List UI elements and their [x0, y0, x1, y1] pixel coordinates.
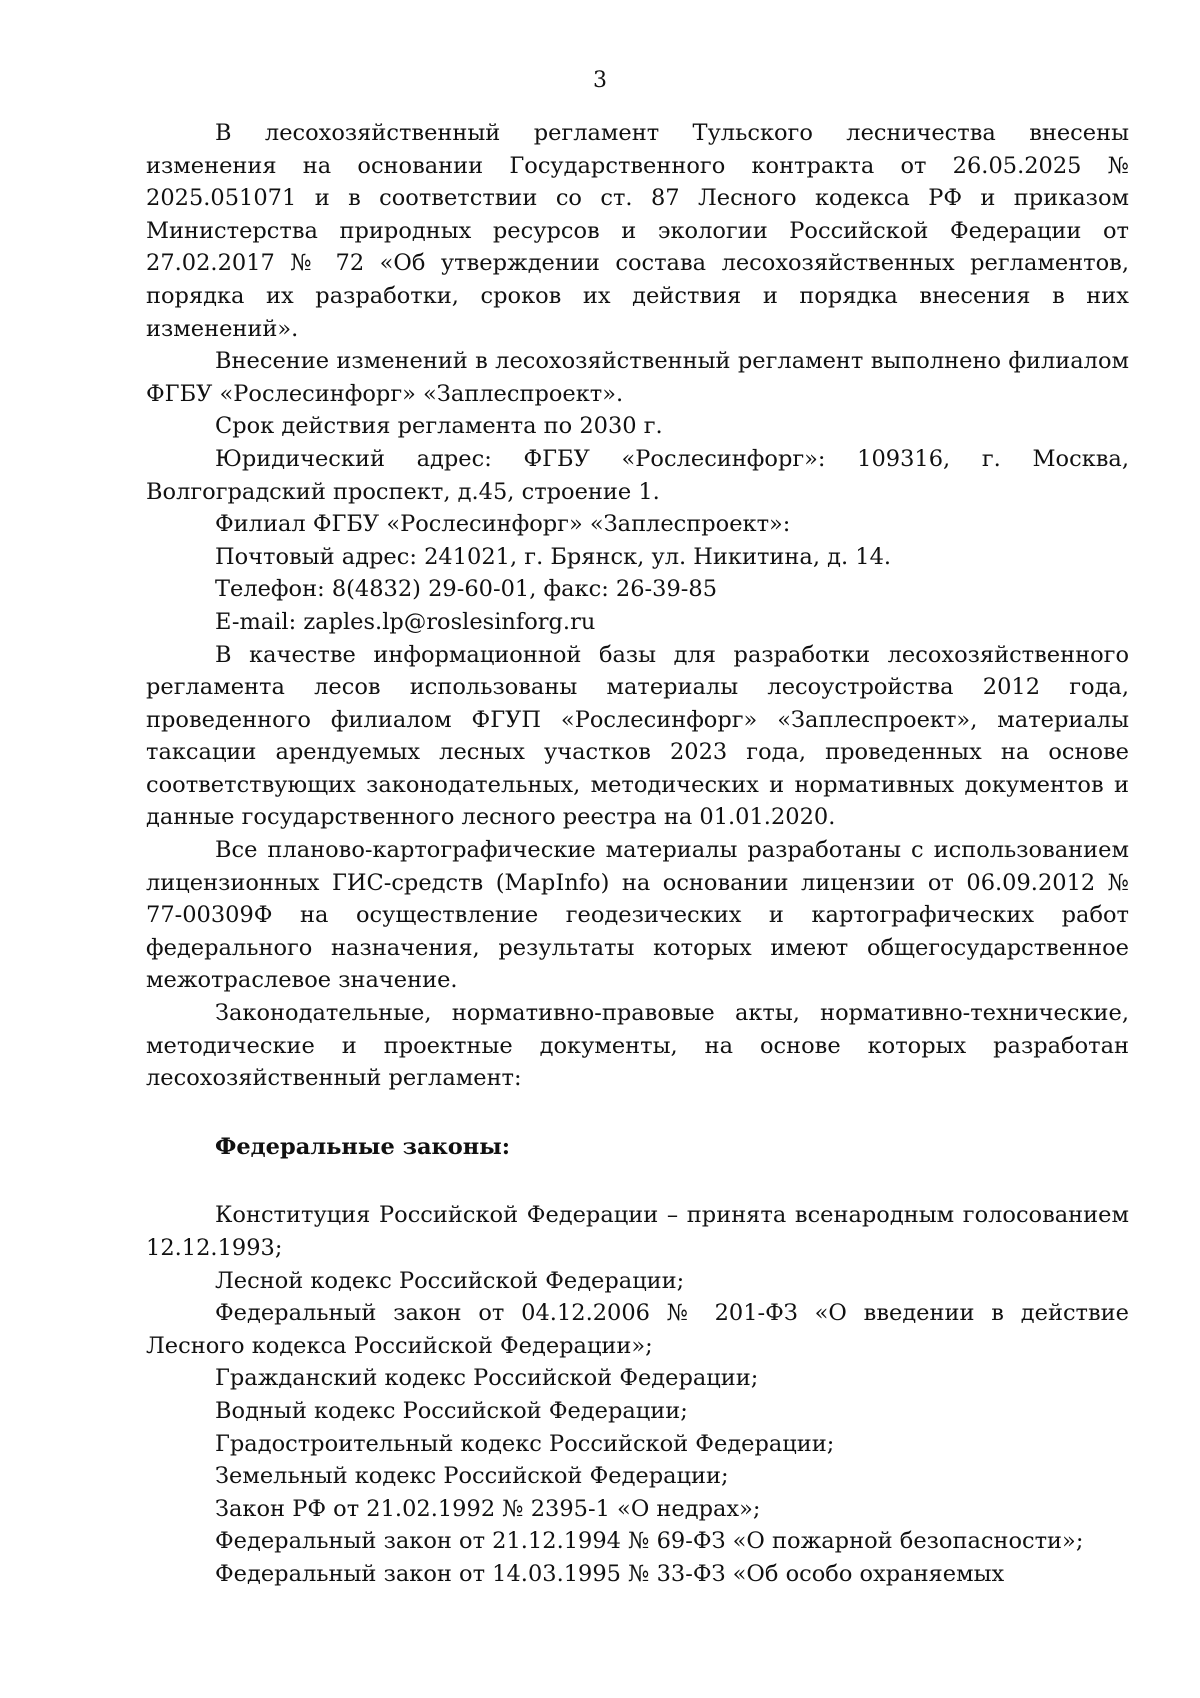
spacer	[146, 1095, 1129, 1131]
paragraph-branch-name: Филиал ФГБУ «Рослесинфорг» «Заплеспроект»:	[215, 511, 791, 538]
law-item: Федеральный закон от 14.03.1995 № 33-ФЗ «Об особо охраняемых	[215, 1560, 1005, 1587]
page-number: 3	[593, 68, 607, 93]
law-item: Федеральный закон от 21.12.1994 № 69-ФЗ «О пожарной безопасности»;	[215, 1528, 1084, 1555]
law-item: Лесной кодекс Российской Федерации;	[215, 1267, 685, 1294]
document-body	[146, 117, 1129, 1591]
paragraph-validity: Срок действия регламента по 2030 г.	[215, 413, 663, 440]
law-item: Земельный кодекс Российской Федерации;	[215, 1463, 729, 1490]
law-item: Федеральный закон от 04.12.2006 № 201-ФЗ «О введении в действие Лесного кодекса Российской Федерации»;	[146, 1300, 1129, 1359]
law-item: Водный кодекс Российской Федерации;	[215, 1397, 688, 1424]
section-heading-federal-laws: Федеральные законы:	[215, 1133, 511, 1160]
paragraph-amendment-basis: В лесохозяйственный регламент Тульского лесничества внесены изменения на основании Государственного контракта от 26.05.2025 № 2025.051071 и в соответствии со ст. 87 Лесного кодекса РФ и приказом Министерства природных ресурсов и экологии Российской Федерации от 27.02.2017 № 72 «Об утверждении состава лесохозяйственных регламентов, порядка их разработки, сроков их действия и порядка внесения в них изменений».	[146, 120, 1129, 342]
paragraph-phone: Телефон: 8(4832) 29-60-01, факс: 26-39-85	[215, 576, 718, 603]
law-item: Закон РФ от 21.02.1992 № 2395-1 «О недрах»;	[215, 1495, 761, 1522]
paragraph-cartographic-materials: Все планово-картографические материалы разработаны с использованием лицензионных ГИС-средств (MapInfo) на основании лицензии от 06.09.2012 № 77-00309Ф на осуществление геодезических и картографических работ федерального назначения, результаты которых имеют общегосударственное межотраслевое значение.	[146, 837, 1129, 994]
paragraph-information-base: В качестве информационной базы для разработки лесохозяйственного регламента лесов использованы материалы лесоустройства 2012 года, проведенного филиалом ФГУП «Рослесинфорг» «Заплеспроект», материалы таксации арендуемых лесных участков 2023 года, проведенных на основе соответствующих законодательных, методических и нормативных документов и данные государственного лесного реестра на 01.01.2020.	[146, 641, 1129, 831]
law-item: Гражданский кодекс Российской Федерации;	[215, 1365, 759, 1392]
law-item: Градостроительный кодекс Российской Федерации;	[215, 1430, 835, 1457]
paragraph-postal-address: Почтовый адрес: 241021, г. Брянск, ул. Никитина, д. 14.	[215, 543, 892, 570]
paragraph-email: E-mail: zaples.lp@roslesinforg.ru	[215, 608, 596, 635]
paragraph-legal-address: Юридический адрес: ФГБУ «Рослесинфорг»: 109316, г. Москва, Волгоградский проспект, д.45, строение 1.	[146, 445, 1129, 505]
paragraph-executor: Внесение изменений в лесохозяйственный регламент выполнено филиалом ФГБУ «Рослесинфорг» «Заплеспроект».	[146, 348, 1129, 407]
paragraph-normative-documents: Законодательные, нормативно-правовые акты, нормативно-технические, методические и проектные документы, на основе которых разработан лесохозяйственный регламент:	[146, 1000, 1129, 1092]
spacer	[146, 1163, 1129, 1199]
law-item: Конституция Российской Федерации – принята всенародным голосованием 12.12.1993;	[146, 1202, 1129, 1261]
